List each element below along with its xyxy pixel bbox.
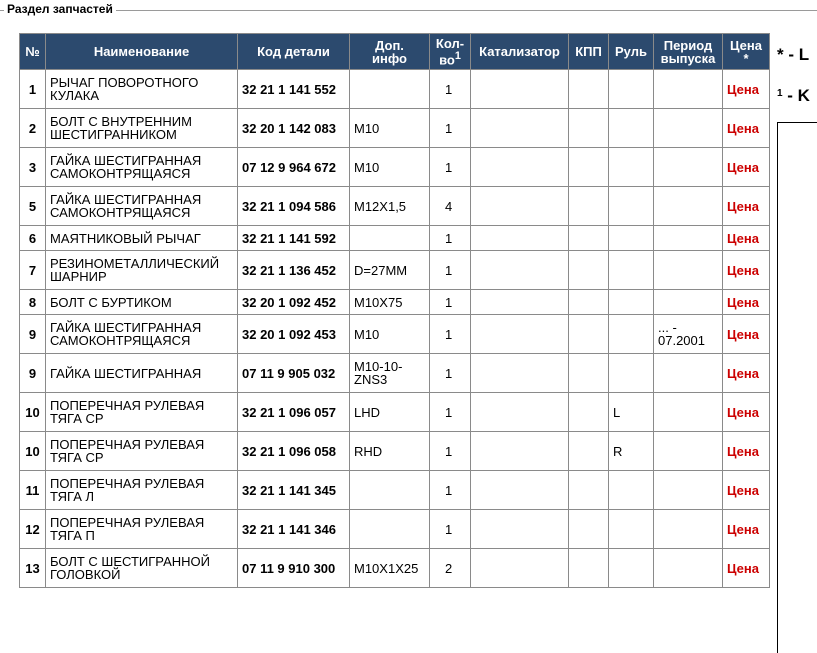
- row-num: 10: [20, 393, 46, 432]
- row-gearbox: [569, 290, 609, 315]
- section-title: Раздел запчастей: [4, 2, 116, 17]
- table-row: [20, 471, 770, 510]
- row-code: 32 21 1 094 586: [238, 187, 350, 226]
- row-qty: 1: [430, 109, 471, 148]
- price-link[interactable]: Цена: [727, 294, 759, 310]
- price-link[interactable]: Цена: [727, 443, 759, 459]
- row-catalog: [471, 226, 569, 251]
- row-name: РЕЗИНОМЕТАЛЛИЧЕСКИЙ ШАРНИР: [46, 251, 238, 290]
- price-link[interactable]: Цена: [727, 230, 759, 246]
- parts-table: [19, 33, 770, 588]
- row-code: 32 21 1 096 057: [238, 393, 350, 432]
- row-price-cell: [723, 354, 770, 393]
- header-code: Код детали: [238, 34, 350, 70]
- row-name: МАЯТНИКОВЫЙ РЫЧАГ: [46, 226, 238, 251]
- row-name: БОЛТ С ВНУТРЕННИМ ШЕСТИГРАННИКОМ: [46, 109, 238, 148]
- row-price-cell: [723, 393, 770, 432]
- row-gearbox: [569, 432, 609, 471]
- row-num: 3: [20, 148, 46, 187]
- header-name: Наименование: [46, 34, 238, 70]
- row-name: РЫЧАГ ПОВОРОТНОГО КУЛАКА: [46, 70, 238, 109]
- header-price-line1: Цена: [730, 37, 762, 53]
- header-qty: [430, 34, 471, 70]
- price-link[interactable]: Цена: [727, 262, 759, 278]
- row-code: 32 21 1 136 452: [238, 251, 350, 290]
- row-qty: 1: [430, 251, 471, 290]
- row-price-cell: [723, 109, 770, 148]
- row-steering: [609, 354, 654, 393]
- row-info: [350, 510, 430, 549]
- row-price-cell: [723, 510, 770, 549]
- header-info-line1: Доп.: [375, 37, 404, 53]
- row-info: M10: [350, 148, 430, 187]
- row-num: 7: [20, 251, 46, 290]
- row-qty: 1: [430, 393, 471, 432]
- row-qty: 1: [430, 471, 471, 510]
- row-catalog: [471, 432, 569, 471]
- row-period: [654, 109, 723, 148]
- row-catalog: [471, 471, 569, 510]
- row-name: БОЛТ С ШЕСТИГРАННОЙ ГОЛОВКОЙ: [46, 549, 238, 588]
- row-info: M10: [350, 315, 430, 354]
- row-price-cell: [723, 148, 770, 187]
- qty-note-sup: 1: [777, 88, 783, 99]
- header-num: №: [20, 34, 46, 70]
- row-name: ГАЙКА ШЕСТИГРАННАЯ САМОКОНТРЯЩАЯСЯ: [46, 315, 238, 354]
- row-catalog: [471, 354, 569, 393]
- row-price-cell: [723, 471, 770, 510]
- row-num: 5: [20, 187, 46, 226]
- row-period: [654, 471, 723, 510]
- row-period: [654, 432, 723, 471]
- row-info: [350, 226, 430, 251]
- row-steering: [609, 226, 654, 251]
- row-steering: [609, 70, 654, 109]
- table-row: [20, 354, 770, 393]
- header-info: [350, 34, 430, 70]
- row-period: [654, 226, 723, 251]
- row-steering: [609, 148, 654, 187]
- row-info: M10X1X25: [350, 549, 430, 588]
- row-name: ПОПЕРЕЧНАЯ РУЛЕВАЯ ТЯГА СР: [46, 432, 238, 471]
- row-period: [654, 187, 723, 226]
- row-gearbox: [569, 471, 609, 510]
- row-gearbox: [569, 549, 609, 588]
- row-name: БОЛТ С БУРТИКОМ: [46, 290, 238, 315]
- row-code: 07 12 9 964 672: [238, 148, 350, 187]
- row-code: 32 20 1 092 452: [238, 290, 350, 315]
- row-code: 32 21 1 096 058: [238, 432, 350, 471]
- header-gearbox: КПП: [569, 34, 609, 70]
- row-gearbox: [569, 251, 609, 290]
- row-catalog: [471, 187, 569, 226]
- table-row: [20, 226, 770, 251]
- table-row: [20, 432, 770, 471]
- row-steering: [609, 251, 654, 290]
- row-price-cell: [723, 70, 770, 109]
- row-steering: [609, 549, 654, 588]
- row-name: ПОПЕРЕЧНАЯ РУЛЕВАЯ ТЯГА СР: [46, 393, 238, 432]
- row-period: [654, 393, 723, 432]
- row-catalog: [471, 315, 569, 354]
- row-steering: [609, 109, 654, 148]
- row-catalog: [471, 109, 569, 148]
- row-gearbox: [569, 315, 609, 354]
- row-price-cell: [723, 226, 770, 251]
- table-row: [20, 549, 770, 588]
- table-row: [20, 187, 770, 226]
- table-row: [20, 315, 770, 354]
- side-panel: [777, 122, 817, 653]
- row-code: 32 21 1 141 346: [238, 510, 350, 549]
- row-info: D=27MM: [350, 251, 430, 290]
- row-gearbox: [569, 70, 609, 109]
- price-link[interactable]: Цена: [727, 404, 759, 420]
- row-info: RHD: [350, 432, 430, 471]
- row-period: ... - 07.2001: [654, 315, 723, 354]
- table-row: [20, 109, 770, 148]
- row-code: 07 11 9 905 032: [238, 354, 350, 393]
- row-gearbox: [569, 187, 609, 226]
- row-gearbox: [569, 109, 609, 148]
- row-period: [654, 510, 723, 549]
- row-qty: 2: [430, 549, 471, 588]
- price-link[interactable]: Цена: [727, 482, 759, 498]
- row-qty: 1: [430, 148, 471, 187]
- price-link[interactable]: Цена: [727, 365, 759, 381]
- row-catalog: [471, 549, 569, 588]
- table-row: [20, 290, 770, 315]
- header-period-line1: Период: [663, 37, 713, 53]
- row-catalog: [471, 148, 569, 187]
- table-row: [20, 251, 770, 290]
- section-border: [0, 10, 817, 11]
- row-gearbox: [569, 148, 609, 187]
- row-gearbox: [569, 510, 609, 549]
- row-price-cell: [723, 290, 770, 315]
- row-num: 6: [20, 226, 46, 251]
- row-period: [654, 70, 723, 109]
- row-code: 07 11 9 910 300: [238, 549, 350, 588]
- table-row: [20, 70, 770, 109]
- row-name: ПОПЕРЕЧНАЯ РУЛЕВАЯ ТЯГА П: [46, 510, 238, 549]
- row-info: M10-10-ZNS3: [350, 354, 430, 393]
- row-num: 9: [20, 315, 46, 354]
- row-gearbox: [569, 354, 609, 393]
- row-num: 9: [20, 354, 46, 393]
- row-num: 2: [20, 109, 46, 148]
- row-period: [654, 354, 723, 393]
- row-price-cell: [723, 251, 770, 290]
- row-num: 13: [20, 549, 46, 588]
- row-qty: 1: [430, 70, 471, 109]
- row-catalog: [471, 290, 569, 315]
- row-qty: 1: [430, 510, 471, 549]
- table-row: [20, 148, 770, 187]
- row-code: 32 21 1 141 592: [238, 226, 350, 251]
- row-steering: [609, 510, 654, 549]
- row-num: 12: [20, 510, 46, 549]
- row-code: 32 21 1 141 552: [238, 70, 350, 109]
- row-price-cell: [723, 315, 770, 354]
- row-qty: 1: [430, 432, 471, 471]
- row-info: M10: [350, 109, 430, 148]
- qty-note-text: - K: [782, 86, 810, 105]
- row-code: 32 21 1 141 345: [238, 471, 350, 510]
- row-num: 1: [20, 70, 46, 109]
- price-link[interactable]: Цена: [727, 326, 759, 342]
- qty-note: [777, 86, 810, 106]
- row-num: 11: [20, 471, 46, 510]
- price-link[interactable]: Цена: [727, 120, 759, 136]
- row-qty: 1: [430, 290, 471, 315]
- row-info: M12X1,5: [350, 187, 430, 226]
- row-catalog: [471, 70, 569, 109]
- price-link[interactable]: Цена: [727, 159, 759, 175]
- header-period: [654, 34, 723, 70]
- table-row: [20, 510, 770, 549]
- header-qty-sup: 1: [454, 49, 461, 62]
- header-qty-line1: Кол-: [435, 35, 465, 51]
- header-catalog: Катализатор: [471, 34, 569, 70]
- table-row: [20, 393, 770, 432]
- row-qty: 1: [430, 226, 471, 251]
- price-link[interactable]: Цена: [727, 198, 759, 214]
- row-qty: 1: [430, 315, 471, 354]
- row-steering: [609, 315, 654, 354]
- row-period: [654, 549, 723, 588]
- row-steering: [609, 187, 654, 226]
- header-info-line2: инфо: [372, 50, 407, 66]
- row-num: 8: [20, 290, 46, 315]
- row-price-cell: [723, 549, 770, 588]
- row-price-cell: [723, 187, 770, 226]
- row-name: ГАЙКА ШЕСТИГРАННАЯ САМОКОНТРЯЩАЯСЯ: [46, 148, 238, 187]
- row-gearbox: [569, 393, 609, 432]
- row-name: ГАЙКА ШЕСТИГРАННАЯ САМОКОНТРЯЩАЯСЯ: [46, 187, 238, 226]
- price-link[interactable]: Цена: [727, 81, 759, 97]
- header-price-line2: *: [743, 50, 749, 66]
- header-qty-line2: во: [439, 52, 455, 68]
- row-period: [654, 148, 723, 187]
- row-name: ГАЙКА ШЕСТИГРАННАЯ: [46, 354, 238, 393]
- row-steering: [609, 290, 654, 315]
- row-period: [654, 290, 723, 315]
- row-info: [350, 70, 430, 109]
- header-price: [723, 34, 770, 70]
- row-num: 10: [20, 432, 46, 471]
- row-period: [654, 251, 723, 290]
- row-name: ПОПЕРЕЧНАЯ РУЛЕВАЯ ТЯГА Л: [46, 471, 238, 510]
- row-steering: L: [609, 393, 654, 432]
- row-price-cell: [723, 432, 770, 471]
- row-catalog: [471, 393, 569, 432]
- header-period-line2: выпуска: [660, 50, 716, 66]
- row-steering: [609, 471, 654, 510]
- row-info: LHD: [350, 393, 430, 432]
- row-catalog: [471, 510, 569, 549]
- row-catalog: [471, 251, 569, 290]
- price-link[interactable]: Цена: [727, 560, 759, 576]
- row-info: [350, 471, 430, 510]
- row-code: 32 20 1 142 083: [238, 109, 350, 148]
- row-gearbox: [569, 226, 609, 251]
- table-header-row: [20, 34, 770, 70]
- row-qty: 1: [430, 354, 471, 393]
- price-note: * - L: [777, 45, 810, 64]
- header-steering: Руль: [609, 34, 654, 70]
- price-link[interactable]: Цена: [727, 521, 759, 537]
- row-qty: 4: [430, 187, 471, 226]
- row-steering: R: [609, 432, 654, 471]
- row-info: M10X75: [350, 290, 430, 315]
- row-code: 32 20 1 092 453: [238, 315, 350, 354]
